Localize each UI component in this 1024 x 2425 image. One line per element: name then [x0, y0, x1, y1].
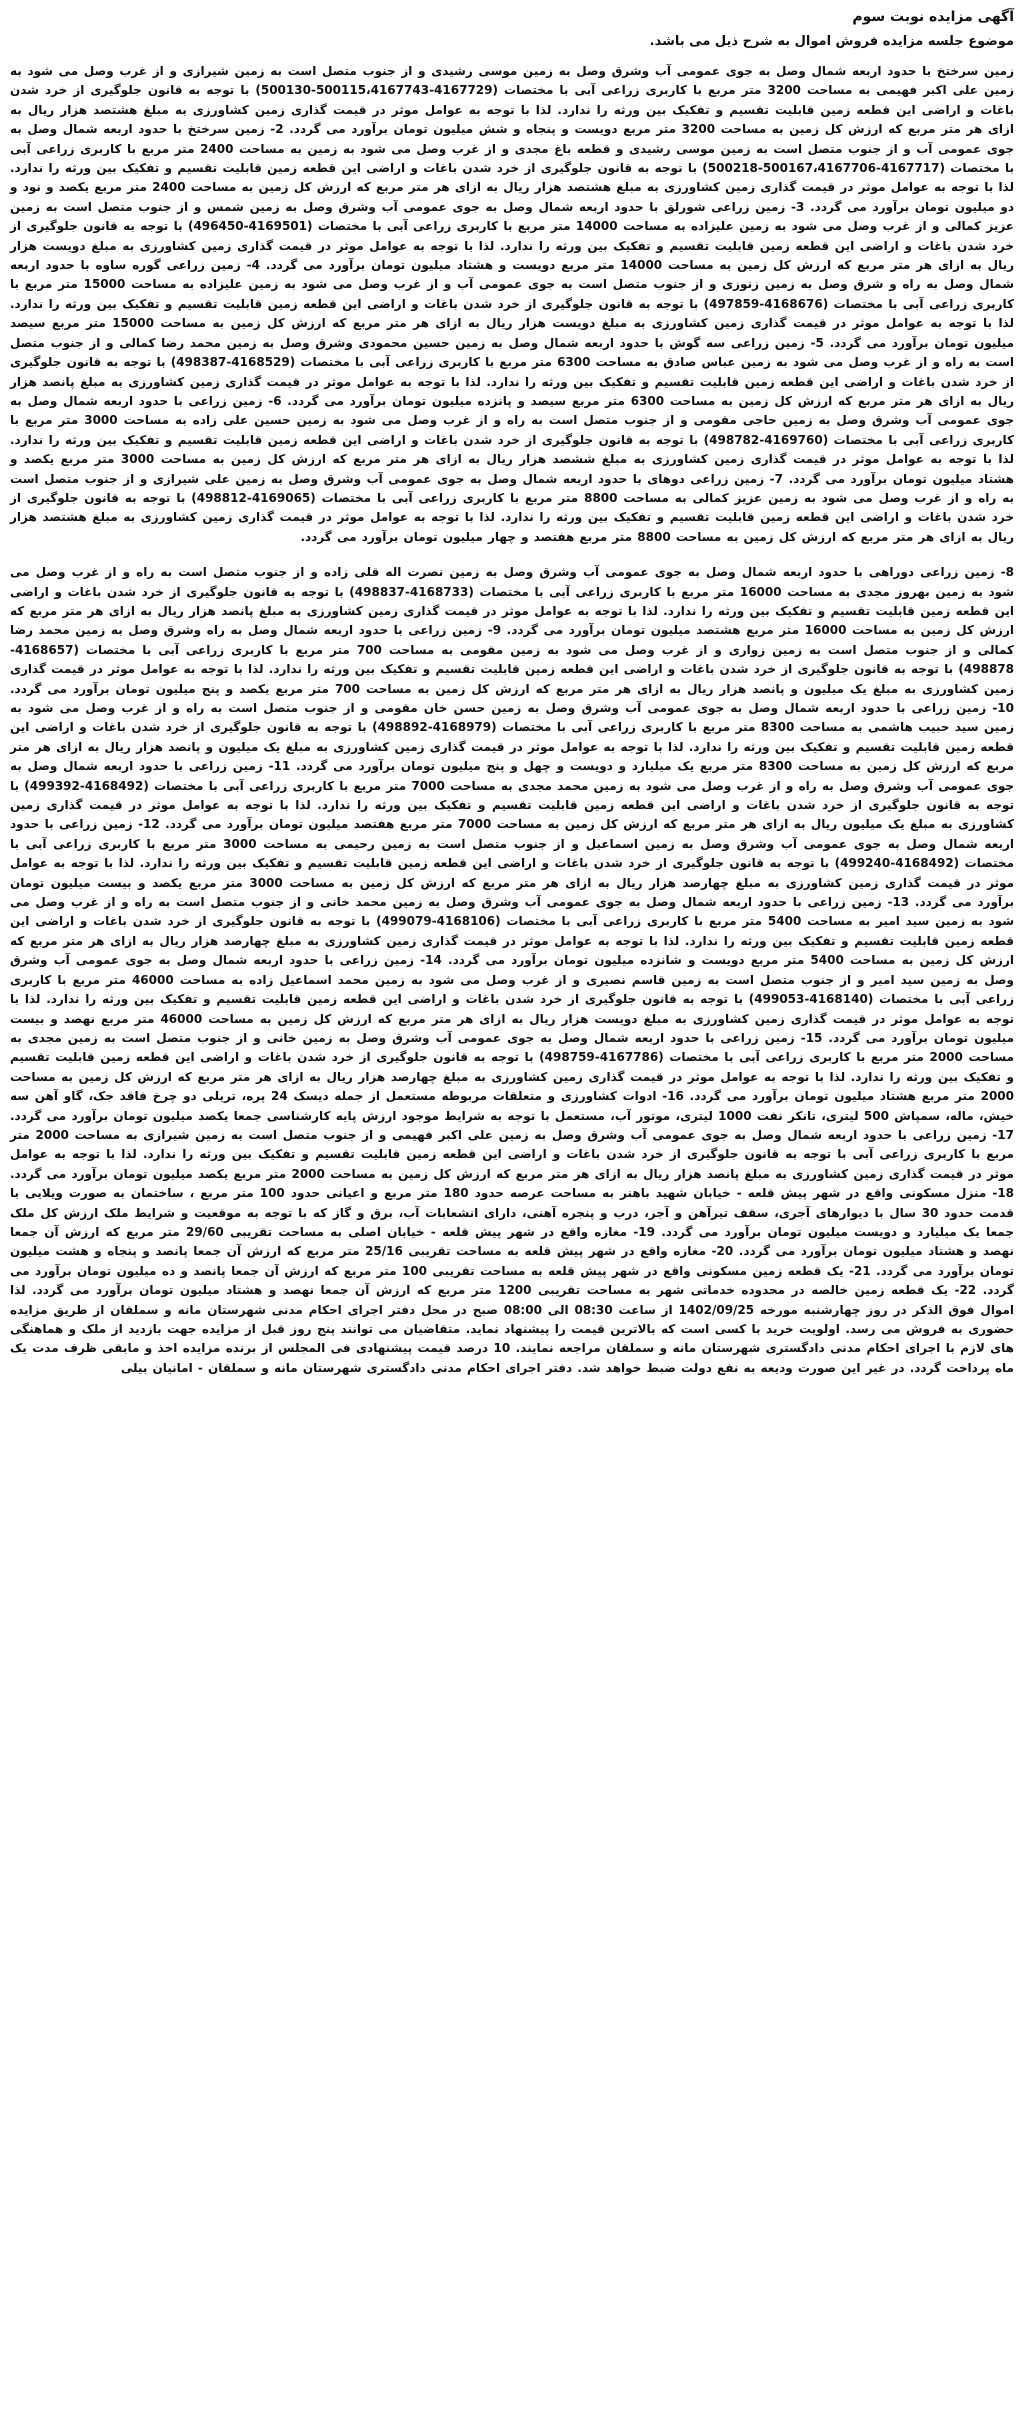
notice-paragraph-2: 8- زمین زراعی دوراهی با حدود اربعه شمال وصل به جوی عمومی آب وشرق وصل به زمین نصرت اله قلی زاده و از جنوب متصل است به راه و از غرب وصل می شود به زمین بهروز مجدی به مساحت 16000 متر مربع با کاربری زراعی آبی با مختصات (4168733-498837) با توجه به قانون جلوگیری از خرد شدن باغات و اراضی این قطعه زمین قابلیت تقسیم و تفکیک بین ورثه را ندارد. لذا با توجه به عوامل موثر در قیمت گذاری زمین کشاورزی به مبلغ پانصد هزار ریال به ازای هر متر مربع که ارزش کل زمین به مساحت 16000 متر مربع هشتصد میلیون تومان برآورد می گردد. 9- زمین زراعی با حدود اربعه شمال وصل به راه وشرق وصل به زمین محمد رضا کمالی و از جنوب متصل است به زمین زواری و از غرب وصل می شود به زمین مقومی به مساحت 700 متر مربع با کاربری زراعی آبی با مختصات (4168657-498878) با توجه به قانون جلوگیری از خرد شدن باغات و اراضی این قطعه زمین قابلیت تقسیم و تفکیک بین ورثه را ندارد. لذا با توجه به عوامل موثر در قیمت گذاری زمین کشاورزی به مبلغ یک میلیون و پانصد هزار ریال به ازای هر متر مربع که ارزش کل زمین به مساحت 700 متر مربع یکصد و پنج میلیون تومان برآورد می گردد. 10- زمین زراعی با حدود اربعه شمال وصل به جوی عمومی آب وشرق وصل به زمین حسن خان مقومی و از جنوب متصل است به راه و از غرب وصل می شود به زمین سید حبیب هاشمی به مساحت 8300 متر مربع با کاربری زراعی آبی با مختصات (4168979-498892) با توجه به قانون جلوگیری از خرد شدن باغات و اراضی این قطعه زمین قابلیت تقسیم و تفکیک بین ورثه را ندارد. لذا با توجه به عوامل موثر در قیمت گذاری زمین کشاورزی به مبلغ یک میلیون و پانصد هزار ریال به ازای هر متر مربع که ارزش کل زمین به مساحت 8300 متر مربع یک میلیارد و دویست و چهل و پنج میلیون تومان برآورد می گردد. 11- زمین زراعی با حدود اربعه شمال وصل به جوی عمومی آب وشرق وصل به راه و از غرب وصل می شود به زمین محمد مجدی به مساحت 7000 متر مربع با کاربری زراعی آبی با مختصات (4168492-499392) با توجه به قانون جلوگیری از خرد شدن باغات و اراضی این قطعه زمین قابلیت تقسیم و تفکیک بین ورثه را ندارد. لذا با توجه به عوامل موثر در قیمت گذاری زمین کشاورزی به مبلغ یک میلیون ریال به ازای هر متر مربع که ارزش کل زمین به مساحت 7000 متر مربع هفتصد میلیون تومان برآورد می گردد. 12- زمین زراعی با حدود اربعه شمال وصل به جوی عمومی آب وشرق وصل به زمین اسماعیل و از جنوب متصل است به زمین رحیمی به مساحت 3000 متر مربع با کاربری زراعی آبی با مختصات (4168492-499240) با توجه به قانون جلوگیری از خرد شدن باغات و اراضی این قطعه زمین قابلیت تقسیم و تفکیک بین ورثه را ندارد. لذا با توجه به عوامل موثر در قیمت گذاری زمین کشاورزی به مبلغ چهارصد هزار ریال به ازای هر متر مربع که ارزش کل زمین به مساحت 3000 متر مربع یکصد و بیست میلیون تومان برآورد می گردد. 13- زمین زراعی با حدود اربعه شمال وصل به جوی عمومی آب وشرق وصل به زمین محمد خانی و از جنوب متصل است به راه و از غرب وصل می شود به زمین سید امیر به مساحت 5400 متر مربع با کاربری زراعی آبی با مختصات (4168106-499079) با توجه به قانون جلوگیری از خرد شدن باغات و اراضی این قطعه زمین قابلیت تقسیم و تفکیک بین ورثه را ندارد. لذا با توجه به عوامل موثر در قیمت گذاری زمین کشاورزی به مبلغ چهارصد هزار ریال به ازای هر متر مربع که ارزش کل زمین به مساحت 5400 متر مربع دویست و شانزده میلیون تومان برآورد می گردد. 14- زمین زراعی با حدود اربعه شمال وصل به جوی عمومی آب وشرق وصل به زمین سید امیر و از جنوب متصل است به زمین قاسم نصیری و از غرب وصل می شود به زمین محمد اسماعیل زاده به مساحت 46000 متر مربع با کاربری زراعی آبی با مختصات (4168140-499053) با توجه به قانون جلوگیری از خرد شدن باغات و اراضی این قطعه زمین قابلیت تقسیم و تفکیک بین ورثه را ندارد. لذا با توجه به عوامل موثر در قیمت گذاری زمین کشاورزی به مبلغ دویست هزار ریال به ازای هر متر مربع که ارزش کل زمین به مساحت 46000 متر مربع نهصد و بیست میلیون تومان برآورد می گردد. 15- زمین زراعی با حدود اربعه شمال وصل به جوی عمومی آب وشرق وصل به زمین خانی و از جنوب متصل است به زمین مجدی به مساحت 2000 متر مربع با کاربری زراعی آبی با مختصات (4167786-498759) با توجه به قانون جلوگیری از خرد شدن باغات و اراضی این قطعه زمین قابلیت تقسیم و تفکیک بین ورثه را ندارد. لذا با توجه به عوامل موثر در قیمت گذاری زمین کشاورزی به مبلغ چهارصد هزار ریال به ازای هر متر مربع که ارزش کل زمین به مساحت 2000 متر مربع هشتاد میلیون تومان برآورد می گردد. 16- ادوات کشاورزی و متعلقات مربوطه مستعمل از جمله دیسک 24 پره، تریلی دو چرخ فاقد جک، گاو آهن سه خیش، ماله، سمپاش 500 لیتری، تانکر نفت 1000 لیتری، موتور آب، مستعمل با توجه به شرایط موجود ارزش پایه کارشناسی جمعا یکصد میلیون تومان برآورد می گردد. 17- زمین زراعی با حدود اربعه شمال وصل به جوی عمومی آب وشرق وصل به زمین علی اکبر فهیمی و از جنوب متصل است به زمین شیرازی به مساحت 2000 متر مربع با کاربری زراعی آبی با توجه به قانون جلوگیری از خرد شدن باغات و اراضی این قطعه زمین قابلیت تقسیم و تفکیک بین ورثه را ندارد. لذا با توجه به عوامل موثر در قیمت گذاری زمین کشاورزی به مبلغ پانصد هزار ریال به ازای هر متر مربع که ارزش کل زمین به مساحت 2000 متر مربع یکصد میلیون تومان برآورد می گردد. 18- منزل مسکونی واقع در شهر پیش قلعه - خیابان شهید باهنر به مساحت عرصه حدود 180 متر مربع و اعیانی حدود 100 متر مربع ، ساختمان به صورت ویلایی با قدمت حدود 30 سال با دیوارهای آجری، سقف تیرآهن و آجر، درب و پنجره آهنی، دارای انشعابات آب، برق و گاز که با توجه به موقعیت و شرایط ملک ارزش کل ملک جمعا یک میلیارد و دویست میلیون تومان برآورد می گردد. 19- مغازه واقع در شهر پیش قلعه - خیابان اصلی به مساحت تقریبی 29/60 متر مربع که ارزش آن جمعا نهصد و هشتاد میلیون تومان برآورد می گردد. 20- مغازه واقع در شهر پیش قلعه به مساحت تقریبی 25/16 متر مربع که ارزش آن جمعا پانصد و پنجاه و هشت میلیون تومان برآورد می گردد. 21- یک قطعه زمین مسکونی واقع در شهر پیش قلعه به مساحت تقریبی 100 متر مربع که ارزش آن جمعا پانصد و ده میلیون تومان برآورد می گردد. 22- یک قطعه زمین خالصه در محدوده خدماتی شهر به مساحت تقریبی 1200 متر مربع که ارزش آن جمعا نهصد و هشتاد میلیون تومان برآورد می گردد. لذا اموال فوق الذکر در روز چهارشنبه مورخه 1402/09/25 از ساعت 08:30 الی 08:00 صبح در محل دفتر اجرای احکام مدنی شهرستان مانه و سملقان از طریق مزایده حضوری به فروش می رسد. اولویت خرید با کسی است که بالاترین قیمت را پیشنهاد نماید. متقاضیان می توانند پنج روز قبل از مزایده جهت بازدید از ملک و هماهنگی های لازم با اجرای احکام مدنی دادگستری شهرستان مانه و سملقان مراجعه نمایند. 10 درصد قیمت پیشنهادی فی المجلس از برنده مزایده اخذ و مابقی ظرف مدت یک ماه پرداخت گردد. در غیر این صورت ودیعه به نفع دولت ضبط خواهد شد. دفتر اجرای احکام مدنی دادگستری شهرستان مانه و سملقان - امانیان بیلی — [10, 565, 1015, 1375]
notice-subject: موضوع جلسه مزایده فروش اموال به شرح ذیل می باشد. — [649, 34, 1014, 49]
notice-title: آگهی مزایده نوبت سوم — [852, 9, 1014, 25]
notice-header — [10, 4, 1014, 54]
notice-body — [10, 62, 1014, 1378]
notice-paragraph-1: زمین سرختخ با حدود اربعه شمال وصل به جوی عمومی آب وشرق وصل به زمین موسی رشیدی و از جنوب متصل است به زمین شیرازی و از غرب وصل می شود به زمین علی اکبر فهیمی به مساحت 3200 متر مربع با کاربری زراعی آبی با مختصات (4167729-500115،4167743-500130) با توجه به قانون جلوگیری از خرد شدن باغات و اراضی این قطعه زمین قابلیت تقسیم و تفکیک بین ورثه را ندارد. لذا با توجه به عوامل موثر در قیمت گذاری زمین کشاورزی به مبلغ هشتصد هزار ریال به ازای هر متر مربع که ارزش کل زمین به مساحت 3200 متر مربع دویست و پنجاه و شش میلیون تومان برآورد می گردد. 2- زمین سرختخ با حدود اربعه شمال وصل به جوی عمومی آب و از جنوب متصل است به زمین موسی رشیدی و قطعه باغ مجدی و از غرب وصل می شود به زمین به مساحت 2400 متر مربع با کاربری زراعی آبی با مختصات (4167717-500167،4167706-500218) با توجه به قانون جلوگیری از خرد شدن باغات و اراضی این قطعه زمین قابلیت تقسیم و تفکیک بین ورثه را ندارد. لذا با توجه به عوامل موثر در قیمت گذاری زمین کشاورزی به مبلغ هشتصد هزار ریال به ازای هر متر مربع که ارزش کل زمین به مساحت 2400 متر مربع یکصد و نود و دو میلیون تومان برآورد می گردد. 3- زمین زراعی شورلق با حدود اربعه شمال وصل به جوی عمومی آب وشرق وصل به زمین شمس و از جنوب متصل است به زمین عزیز کمالی و از غرب وصل می شود به زمین علیزاده به مساحت 14000 متر مربع با کاربری زراعی آبی با مختصات (4169501-496450) با توجه به قانون جلوگیری از خرد شدن باغات و اراضی این قطعه زمین قابلیت تقسیم و تفکیک بین ورثه را ندارد. لذا با توجه به عوامل موثر در قیمت گذاری زمین کشاورزی به مبلغ دویست هزار ریال به ازای هر متر مربع که ارزش کل زمین به مساحت 14000 متر مربع دویست و هشتاد میلیون تومان برآورد می گردد. 4- زمین زراعی گوره ساوه با حدود اربعه شمال وصل به راه و شرق وصل به زمین زنوزی و از جنوب متصل است به جوی عمومی آب و از غرب وصل می شود به زمین علیزاده به مساحت 15000 متر مربع با کاربری زراعی آبی با مختصات (4168676-497859) با توجه به قانون جلوگیری از خرد شدن باغات و اراضی این قطعه زمین قابلیت تقسیم و تفکیک بین ورثه را ندارد. لذا با توجه به عوامل موثر در قیمت گذاری زمین کشاورزی به مبلغ دویست هزار ریال به ازای هر متر مربع که ارزش کل زمین به مساحت 15000 متر مربع سیصد میلیون تومان برآورد می گردد. 5- زمین زراعی سه گوش با حدود اربعه شمال وصل به زمین حسین محمودی وشرق وصل به زمین محمد رضا کمالی و از جنوب متصل است به راه و از غرب وصل می شود به زمین عباس صادق به مساحت 6300 متر مربع با کاربری زراعی آبی با مختصات (4168529-498387) با توجه به قانون جلوگیری از خرد شدن باغات و اراضی این قطعه زمین قابلیت تقسیم و تفکیک بین ورثه را ندارد. لذا با توجه به عوامل موثر در قیمت گذاری زمین کشاورزی به مبلغ پانصد هزار ریال به ازای هر متر مربع که ارزش کل زمین به مساحت 6300 متر مربع سیصد و پانزده میلیون تومان برآورد می گردد. 6- زمین زراعی با حدود اربعه شمال وصل به جوی عمومی آب وشرق وصل به زمین حاجی مقومی و از جنوب متصل است به راه و از غرب وصل می شود به زمین حسین علی زاده به مساحت 3000 متر مربع با کاربری زراعی آبی با مختصات (4169760-498782) با توجه به قانون جلوگیری از خرد شدن باغات و اراضی این قطعه زمین قابلیت تقسیم و تفکیک بین ورثه را ندارد. لذا با توجه به عوامل موثر در قیمت گذاری زمین کشاورزی به مبلغ ششصد هزار ریال به ازای هر متر مربع که ارزش کل زمین به مساحت 3000 متر مربع یکصد و هشتاد میلیون تومان برآورد می گردد. 7- زمین زراعی دوهای با حدود اربعه شمال وصل به جوی عمومی آب وشرق وصل به زمین علی شیرازی و از جنوب متصل است به راه و از غرب وصل می شود به زمین عزیز کمالی به مساحت 8800 متر مربع با کاربری زراعی آبی با مختصات (4169065-498812) با توجه به قانون جلوگیری از خرد شدن باغات و اراضی این قطعه زمین قابلیت تقسیم و تفکیک بین ورثه را ندارد. لذا با توجه به عوامل موثر در قیمت گذاری زمین کشاورزی به مبلغ هشتصد هزار ریال به ازای هر متر مربع که ارزش کل زمین به مساحت 8800 متر مربع هفتصد و چهار میلیون تومان برآورد می گردد. — [10, 64, 1015, 544]
